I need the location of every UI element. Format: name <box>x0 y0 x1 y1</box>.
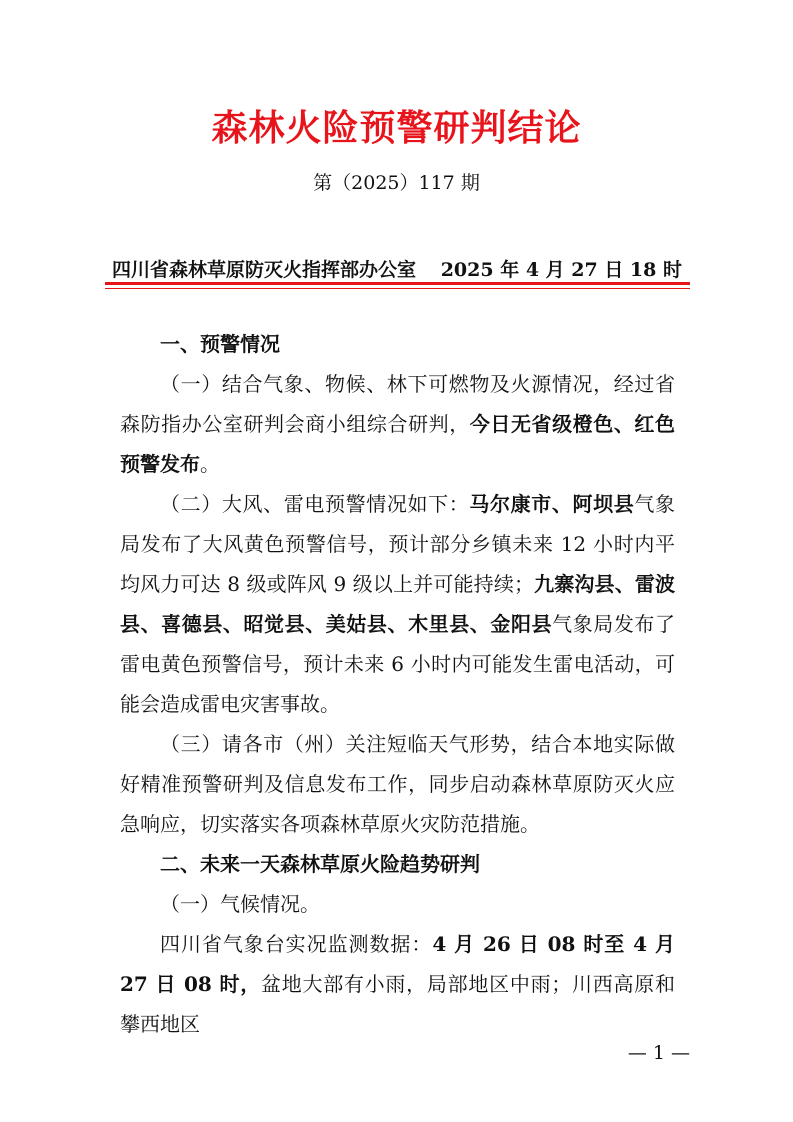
subheading-2-1: （一）气候情况。 <box>160 892 320 916</box>
paragraph-2 <box>120 484 675 724</box>
bold-text: 马尔康市 <box>469 492 552 516</box>
document-body <box>120 324 675 1044</box>
section-heading-2: 二、未来一天森林草原火险趋势研判 <box>160 852 480 876</box>
bold-text: 今日无省级橙色、红色预警发布 <box>120 412 676 476</box>
paragraph-4 <box>120 924 675 1044</box>
red-divider-thick <box>105 282 690 285</box>
paragraph-1 <box>120 364 675 484</box>
text-span: 。 <box>200 452 220 476</box>
issuing-office: 四川省森林草原防灭火指挥部办公室 <box>112 259 417 281</box>
bold-text: 阿坝县 <box>572 492 635 516</box>
red-divider-thin <box>105 288 690 289</box>
text-span: 四川省气象台实况监测数据： <box>160 932 433 956</box>
bold-text: 、 <box>551 492 573 516</box>
text-span: 气象局发布了大风黄色预警信号，预计部分乡镇未来 12 小时内平均风力可达 8 级或阵风 9 级以上并可能持续； <box>120 492 675 596</box>
text-span: （一）结合气象、物候、林下可燃物及火源情况，经过省森防指办公室研判会商小组综合研判， <box>120 372 675 436</box>
text-span: 气象局发布了雷电黄色预警信号，预计未来 6 小时内可能发生雷电活动，可能会造成雷电灾害事故。 <box>120 612 676 716</box>
section-heading-1: 一、预警情况 <box>160 332 280 356</box>
page-number: — 1 — <box>627 1042 690 1064</box>
bold-text: 4 月 26 日 08 时至 4 月 27 日 08 时， <box>120 932 675 996</box>
issue-datetime: 2025 年 4 月 27 日 18 时 <box>440 259 682 281</box>
paragraph-3: （三）请各市（州）关注短临天气形势，结合本地实际做好精准预警研判及信息发布工作，同步启动森林草原防灭火应急响应，切实落实各项森林草原火灾防范措施。 <box>120 732 675 836</box>
text-span: （二）大风、雷电预警情况如下： <box>160 492 470 516</box>
document-title: 森林火险预警研判结论 <box>211 108 582 149</box>
issue-number: 第（2025）117 期 <box>313 172 480 194</box>
bold-text: 九寨沟县、雷波县、喜德县、昭觉县、美姑县、木里县、金阳县 <box>120 572 675 636</box>
text-span: 盆地大部有小雨，局部地区中雨；川西高原和攀西地区 <box>120 972 675 1036</box>
issuer-row <box>112 255 682 283</box>
